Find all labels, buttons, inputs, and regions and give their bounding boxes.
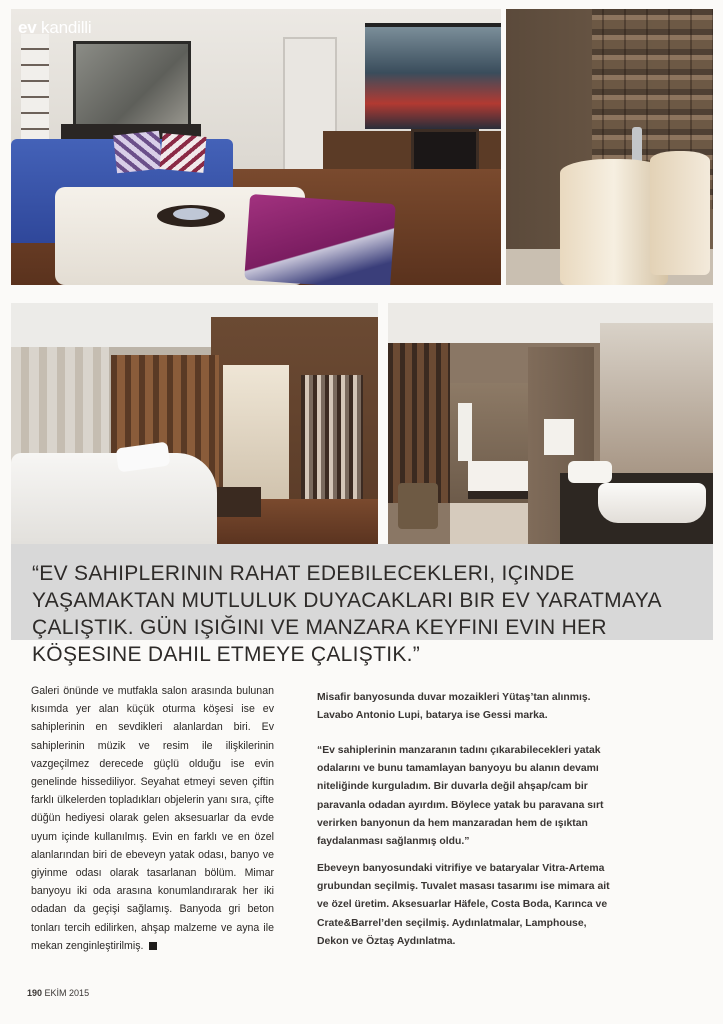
folio	[27, 988, 89, 998]
section-label	[18, 18, 91, 38]
photo-living-room	[11, 9, 501, 285]
body-column-left	[31, 682, 274, 955]
body-paragraph-guest-bath: Misafir banyosunda duvar mozaikleri Yütaş’tan alınmış. Lavabo Antonio Lupi, batarya ise Gessi marka.	[317, 692, 591, 722]
photo-master-bathroom	[388, 303, 713, 544]
page-number: 190	[27, 988, 43, 998]
photo-bedroom	[11, 303, 378, 544]
body-paragraph-credits: Ebeveyn banyosundaki vitrifiye ve bataryalar Vitra-Artema grubundan seçilmiş. Tuvalet masası tasarımı ise mimara ait ve özel üretim. Aksesuarlar Häfele, Costa Boda, Karınca ve Crate&Barrel’den seçilmiş. Aydınlatmalar, Lamphouse, Dekon ve Öztaş Aydınlatma.	[317, 863, 610, 947]
issue-date: EKİM 2015	[44, 988, 90, 998]
end-mark	[149, 942, 157, 950]
section-name: kandilli	[41, 18, 92, 37]
body-text-left: Galeri önünde ve mutfakla salon arasında bulunan kısımda yer alan küçük oturma köşesi ise ev sahiplerinin en sevdikleri alanlardan biri. Ev sahiplerinin müzik ve resim ile ilişkilerinin vazgeçilmez derecede güçlü olduğu ise evin genelinde hissediliyor. Seyahat etmeyi seven çiftin farklı ülkelerden topladıkları objelerin yanı sıra, çifte düğün hediyesi olarak gelen aksesuarlar da evde uyum içinde kullanılmış. Evin en farklı ve en özel alanlarından biri de ebeveyn yatak odası, banyo ve giyinme odası olarak tasarlanan bölüm. Mimar banyoyu iki oda arasına konumlandırarak her iki odadan da geçişi sağlamış. Banyoda gri beton tonları tercih edilirken, ahşap malzeme ve ayna ile mekan zenginleştirilmiş.	[31, 685, 274, 952]
section-prefix: ev	[18, 18, 37, 37]
pull-quote: “EV SAHIPLERININ RAHAT EDEBILECEKLERI, IÇINDE YAŞAMAKTAN MUTLULUK DUYACAKLARI BIR EV YARATMAYA ÇALIŞTIK. GÜN IŞIĞINI VE MANZARA KEYFINI EVIN HER KÖŞESINE DAHIL ETMEYE ÇALIŞTIK.”	[32, 562, 661, 666]
body-paragraph-architect-quote: “Ev sahiplerinin manzaranın tadını çıkarabilecekleri yatak odalarını ve bunu tamamlayan banyoyu bu alanın devamı niteliğinde kurguladım. Bir duvarla değil ahşap/cam bir paravanla odadan ayırdım. Böylece yatak bu paravana sırt verirken banyonun da hem manzaradan hem de ışıktan faydalanması sağlanmış oldu.”	[317, 745, 604, 848]
photo-guest-bathroom	[506, 9, 713, 285]
